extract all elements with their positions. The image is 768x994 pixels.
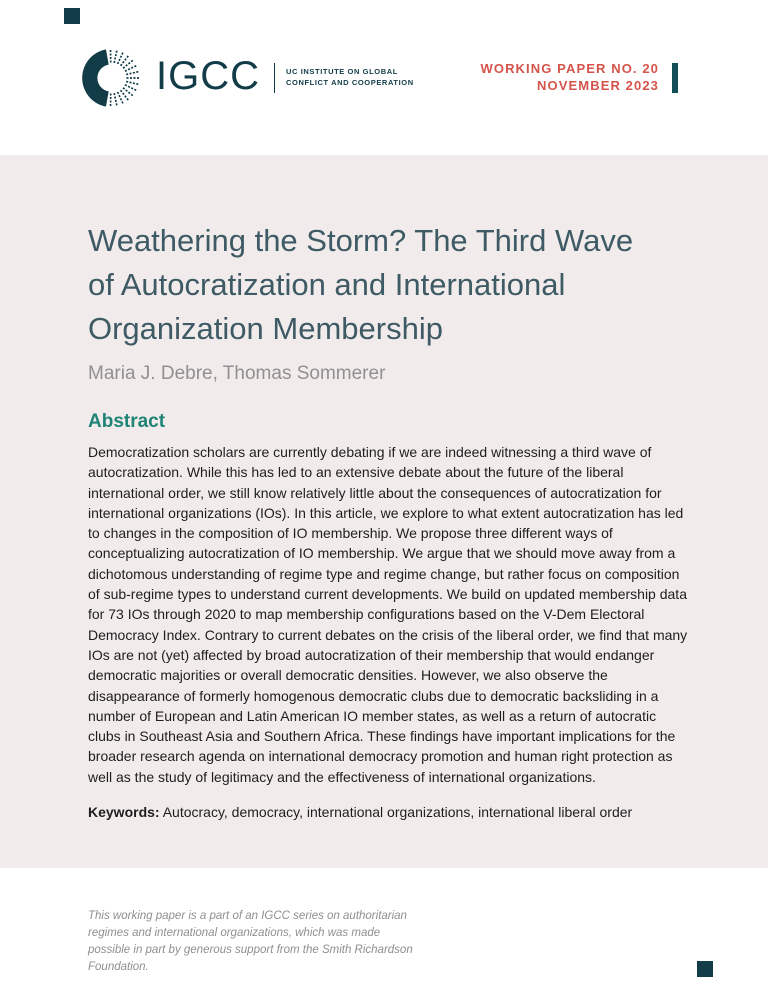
igcc-sunburst-icon [80,47,142,109]
corner-mark-bottom-right [697,961,713,977]
cover-panel [0,155,768,868]
paper-title: Weathering the Storm? The Third Wave of Autocratization and International Organization Membership [88,223,634,346]
keywords-label: Keywords: [88,804,160,821]
issue-text [480,61,659,94]
keywords-text: Autocracy, democracy, international organizations, international liberal order [159,804,633,821]
keywords-line [88,802,688,822]
footer [0,868,768,994]
footer-note: This working paper is a part of an IGCC series on authoritarian regimes and international organizations, which was made possible in part by generous support from the Smith Richardson Foundation. [88,910,413,973]
igcc-tagline [274,63,414,93]
corner-mark-top-left [64,8,80,24]
issue-date: NOVEMBER 2023 [537,77,659,93]
abstract-heading: Abstract [88,411,166,432]
igcc-wordmark: IGCC [156,53,260,98]
authors: Maria J. Debre, Thomas Sommerer [88,363,386,384]
igcc-tagline-line2: CONFLICT AND COOPERATION [286,77,414,87]
igcc-logo [80,47,414,109]
working-paper-number: WORKING PAPER NO. 20 [480,61,659,76]
teal-accent-bar [672,63,678,93]
abstract-text: Democratization scholars are currently debating if we are indeed witnessing a third wave of autocratization. While this has led to an extensive debate about the future of the liberal international order, we still know relatively little about the consequences of autocratization for international organizations (IOs). In this article, we explore to what extent autocratization has led to changes in the composition of IO membership. We propose three different ways of conceptualizing autocratization of IO membership. We argue that we should move away from a dichotomous understanding of regime type and regime change, but rather focus on composition of sub-regime types to understand current developments. We build on updated membership data for 73 IOs through 2020 to map membership configurations based on the V-Dem Electoral Democracy Index. Contrary to current debates on the crisis of the liberal order, we find that many IOs are not (yet) affected by broad autocratization of their membership that would endanger democratic majorities or overall democratic densities. However, we also observe the disappearance of formerly homogenous democratic clubs due to democratic backsliding in a number of European and Latin American IO member states, as well as a return of autocratic clubs in Southeast Asia and Southern Africa. These findings have important implications for the broader research agenda on international democracy promotion and human right protection as well as the study of legitimacy and the effectiveness of international organizations. [88,444,688,785]
igcc-tagline-line1: UC INSTITUTE ON GLOBAL [286,67,398,76]
issue-info [480,61,678,94]
header [0,0,768,155]
